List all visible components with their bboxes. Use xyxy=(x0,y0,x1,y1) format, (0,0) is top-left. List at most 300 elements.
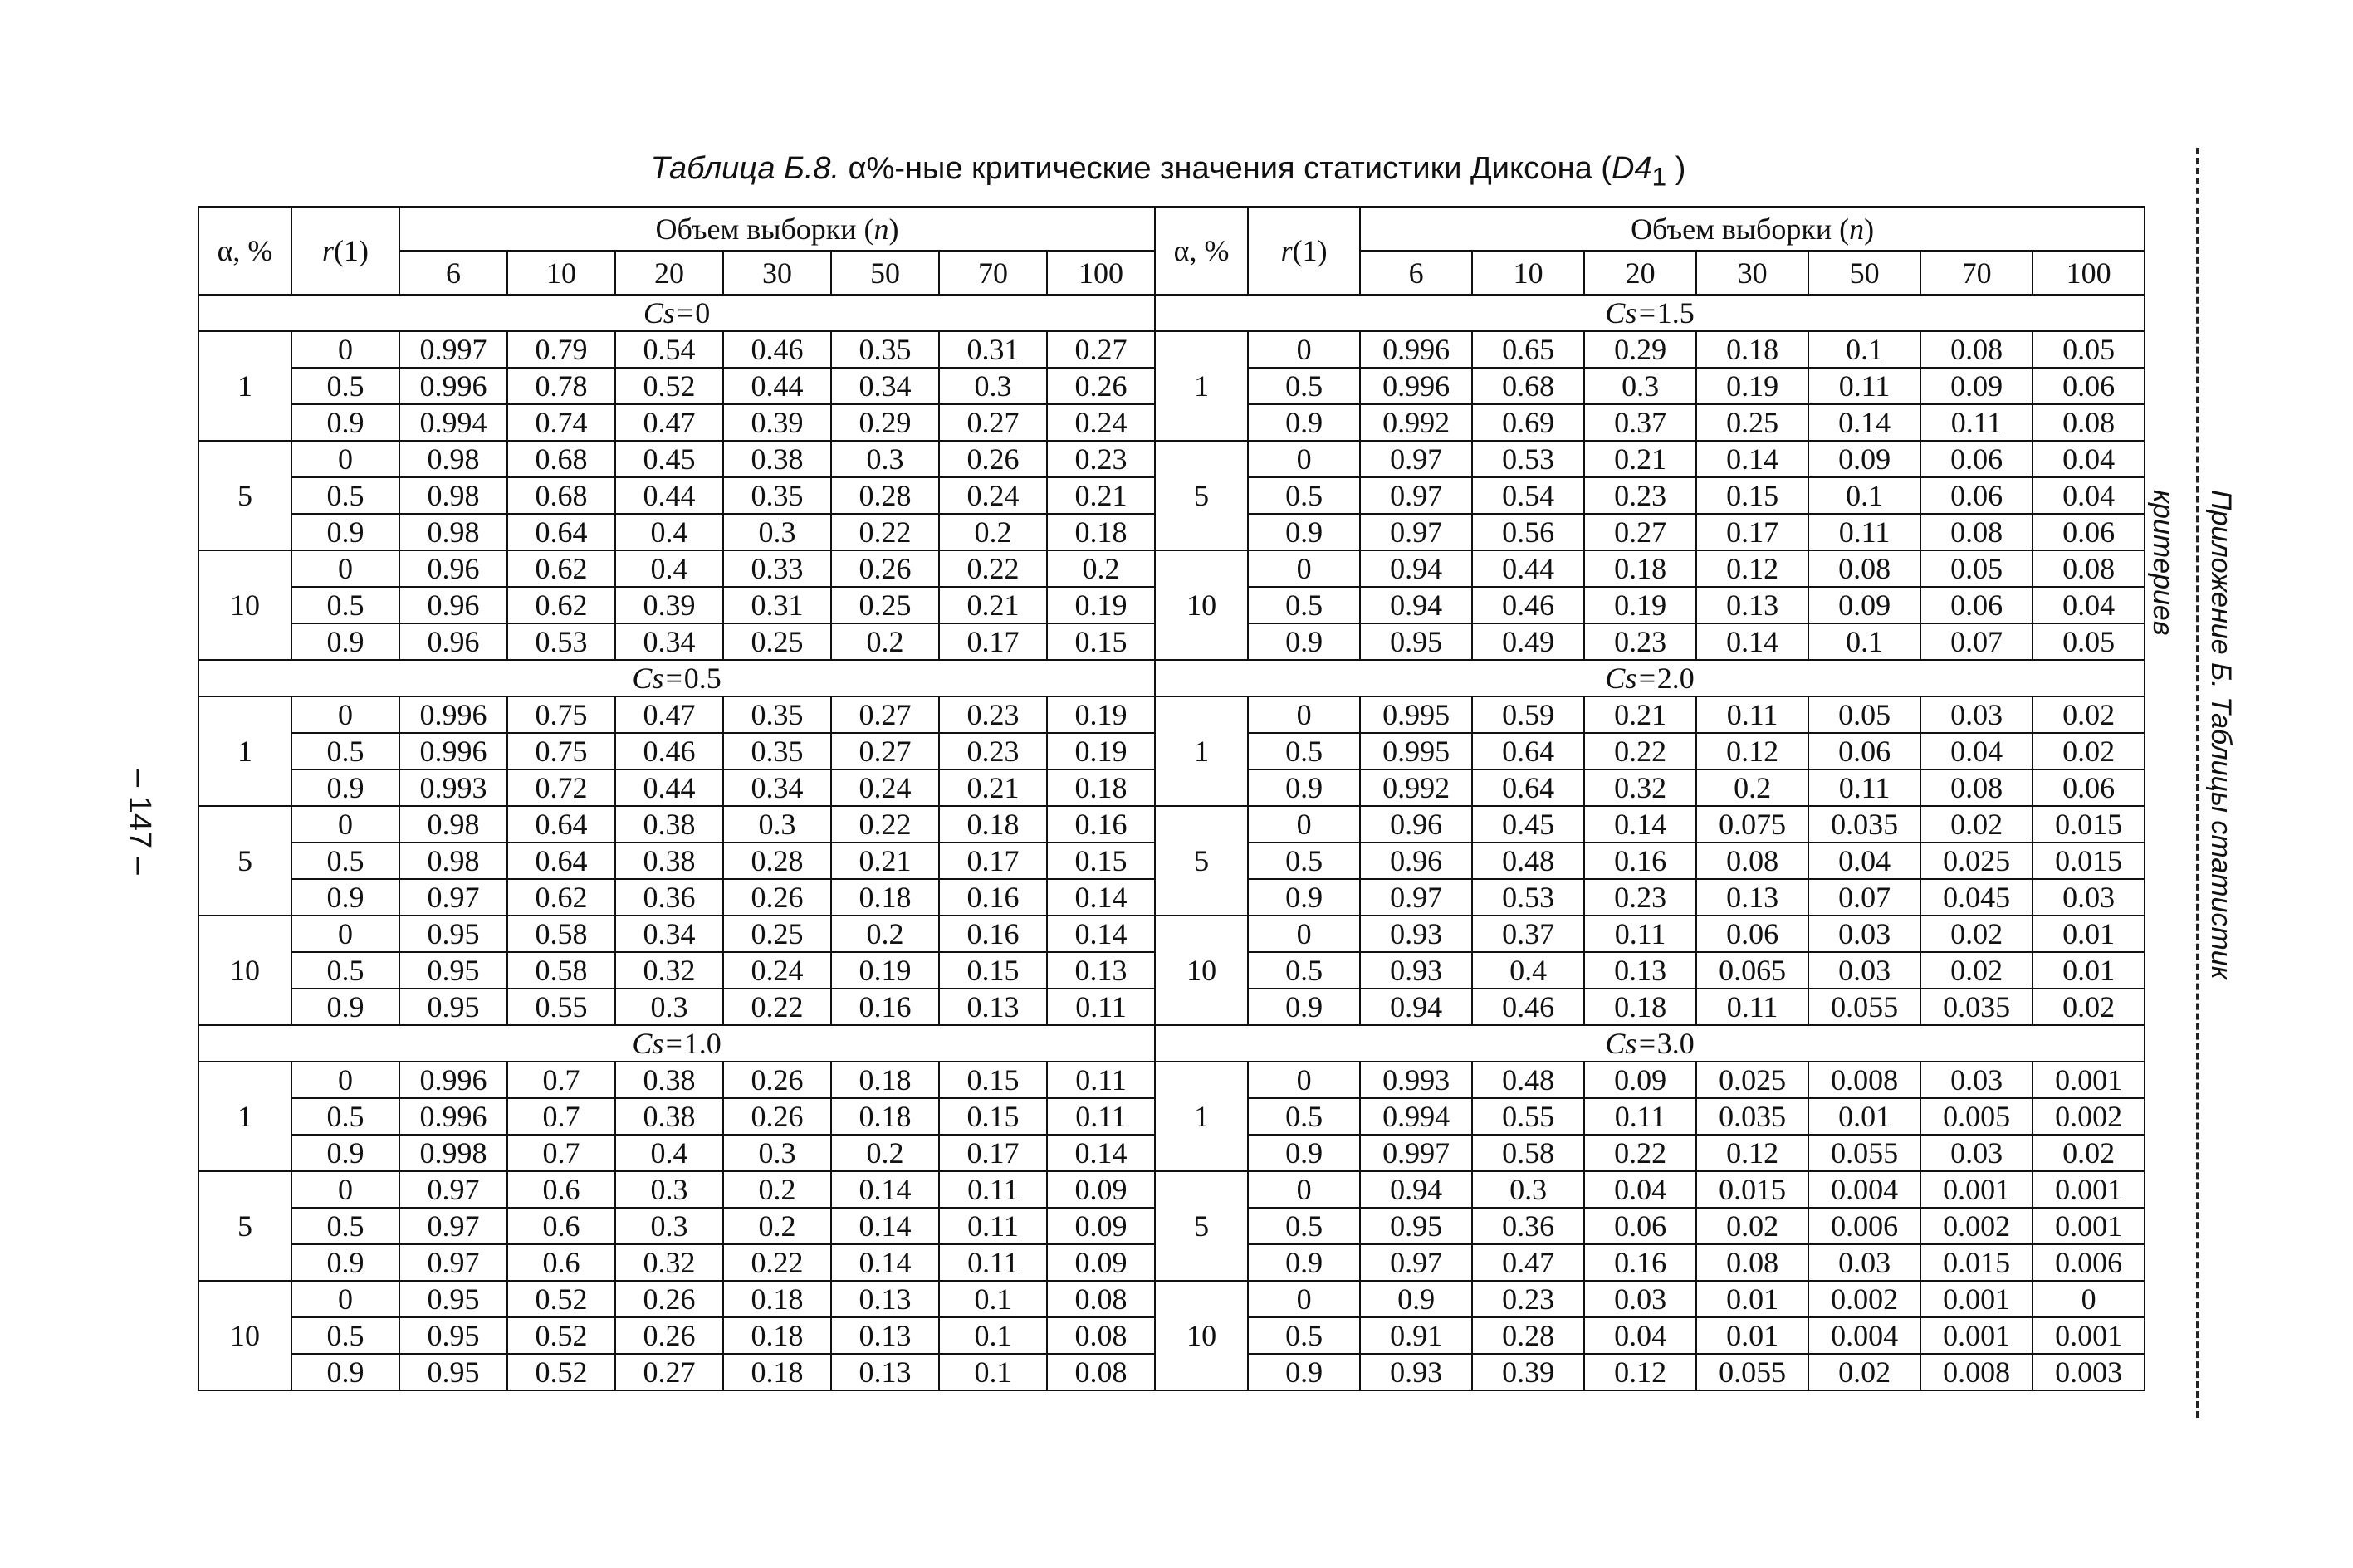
alpha-cell: 10 xyxy=(1155,916,1248,1025)
critical-value-cell: 0.06 xyxy=(2033,368,2145,404)
r-value-cell: 0.9 xyxy=(1248,1244,1360,1281)
r-value-cell: 0.9 xyxy=(1248,989,1360,1025)
critical-value-cell: 0.3 xyxy=(1584,368,1696,404)
critical-value-cell: 0.28 xyxy=(831,477,939,514)
cs-symbol: Cs xyxy=(643,296,675,330)
critical-value-cell: 0.29 xyxy=(831,404,939,441)
critical-value-cell: 0.996 xyxy=(399,733,507,769)
critical-value-cell: 0.26 xyxy=(723,1098,831,1135)
critical-value-cell: 0.93 xyxy=(1360,1354,1472,1390)
critical-value-cell: 0.06 xyxy=(1696,916,1808,952)
critical-value-cell: 0.008 xyxy=(1920,1354,2033,1390)
critical-value-cell: 0.38 xyxy=(615,806,723,843)
critical-value-cell: 0.54 xyxy=(615,331,723,368)
sample-size-text: Объем выборки ( xyxy=(655,212,874,246)
critical-value-cell: 0.98 xyxy=(399,806,507,843)
critical-value-cell: 0.17 xyxy=(939,623,1047,660)
critical-value-cell: 0.38 xyxy=(615,843,723,879)
critical-value-cell: 0.11 xyxy=(1047,989,1155,1025)
alpha-cell: 5 xyxy=(1155,806,1248,916)
table-row xyxy=(198,1171,2145,1208)
alpha-cell: 1 xyxy=(198,1062,291,1171)
critical-value-cell: 0.47 xyxy=(615,696,723,733)
critical-value-cell: 0.001 xyxy=(2033,1208,2145,1244)
critical-value-cell: 0.38 xyxy=(723,441,831,477)
r-value-cell: 0.9 xyxy=(1248,1135,1360,1171)
cs-equals: = xyxy=(1636,1027,1657,1060)
critical-value-cell: 0.045 xyxy=(1920,879,2033,916)
critical-value-cell: 0.15 xyxy=(939,1098,1047,1135)
r-value-cell: 0.9 xyxy=(291,1354,399,1390)
critical-value-cell: 0.37 xyxy=(1584,404,1696,441)
critical-value-cell: 0.11 xyxy=(939,1208,1047,1244)
critical-value-cell: 0.3 xyxy=(615,1208,723,1244)
critical-value-cell: 0.12 xyxy=(1696,1135,1808,1171)
cs-value: 0.5 xyxy=(683,662,722,695)
r-value-cell: 0 xyxy=(291,441,399,477)
critical-value-cell: 0.1 xyxy=(939,1317,1047,1354)
table-body xyxy=(198,295,2145,1390)
r-value-cell: 0 xyxy=(291,550,399,587)
critical-value-cell: 0.14 xyxy=(1696,623,1808,660)
critical-value-cell: 0.98 xyxy=(399,843,507,879)
critical-value-cell: 0.68 xyxy=(507,477,615,514)
r-value-cell: 0.5 xyxy=(291,1098,399,1135)
critical-value-cell: 0.16 xyxy=(939,916,1047,952)
critical-value-cell: 0.74 xyxy=(507,404,615,441)
cs-section-label xyxy=(1155,1025,2145,1062)
critical-value-cell: 0.53 xyxy=(1472,441,1584,477)
n-value-header: 50 xyxy=(1808,251,1920,295)
critical-value-cell: 0.95 xyxy=(399,1354,507,1390)
critical-value-cell: 0.44 xyxy=(1472,550,1584,587)
table-row xyxy=(198,550,2145,587)
critical-value-cell: 0.18 xyxy=(831,1062,939,1098)
critical-value-cell: 0.1 xyxy=(1808,623,1920,660)
caption-subscript: 1 xyxy=(1651,161,1667,192)
critical-value-cell: 0.33 xyxy=(723,550,831,587)
critical-value-cell: 0.21 xyxy=(939,769,1047,806)
alpha-cell: 5 xyxy=(1155,441,1248,550)
r-value-cell: 0.9 xyxy=(291,404,399,441)
critical-value-cell: 0.06 xyxy=(1920,477,2033,514)
alpha-header: α, % xyxy=(1155,207,1248,295)
sample-size-header xyxy=(1360,207,2145,251)
critical-value-cell: 0.015 xyxy=(1696,1171,1808,1208)
critical-value-cell: 0.08 xyxy=(1047,1354,1155,1390)
critical-value-cell: 0.96 xyxy=(1360,806,1472,843)
critical-value-cell: 0.32 xyxy=(615,1244,723,1281)
r-value-cell: 0.5 xyxy=(1248,952,1360,989)
critical-value-cell: 0.79 xyxy=(507,331,615,368)
cs-equals: = xyxy=(1636,296,1657,330)
critical-value-cell: 0.09 xyxy=(1584,1062,1696,1098)
critical-value-cell: 0.52 xyxy=(507,1354,615,1390)
critical-value-cell: 0.055 xyxy=(1808,989,1920,1025)
critical-value-cell: 0.62 xyxy=(507,550,615,587)
critical-value-cell: 0.015 xyxy=(1920,1244,2033,1281)
r-value-cell: 0.9 xyxy=(291,879,399,916)
critical-value-cell: 0.22 xyxy=(723,1244,831,1281)
critical-value-cell: 0.997 xyxy=(399,331,507,368)
critical-value-cell: 0.53 xyxy=(507,623,615,660)
critical-value-cell: 0.17 xyxy=(939,843,1047,879)
critical-value-cell: 0.22 xyxy=(1584,1135,1696,1171)
critical-value-cell: 0.08 xyxy=(1047,1317,1155,1354)
critical-value-cell: 0.27 xyxy=(1047,331,1155,368)
cs-symbol: Cs xyxy=(1605,296,1637,330)
r-value-cell: 0 xyxy=(1248,331,1360,368)
critical-value-cell: 0.21 xyxy=(1047,477,1155,514)
critical-value-cell: 0.16 xyxy=(1047,806,1155,843)
critical-value-cell: 0.12 xyxy=(1584,1354,1696,1390)
critical-value-cell: 0.11 xyxy=(939,1244,1047,1281)
table-row xyxy=(198,441,2145,477)
critical-value-cell: 0.56 xyxy=(1472,514,1584,550)
critical-value-cell: 0.34 xyxy=(723,769,831,806)
critical-value-cell: 0.04 xyxy=(1584,1171,1696,1208)
critical-value-cell: 0.25 xyxy=(1696,404,1808,441)
critical-value-cell: 0.26 xyxy=(723,879,831,916)
n-value-header: 100 xyxy=(2033,251,2145,295)
sample-size-n: n xyxy=(1849,212,1865,246)
sample-size-close: ) xyxy=(888,212,899,246)
critical-value-cell: 0.97 xyxy=(399,879,507,916)
critical-value-cell: 0.03 xyxy=(1584,1281,1696,1317)
critical-value-cell: 0.2 xyxy=(831,1135,939,1171)
r-value-cell: 0.9 xyxy=(291,769,399,806)
critical-value-cell: 0.11 xyxy=(1920,404,2033,441)
critical-value-cell: 0.45 xyxy=(1472,806,1584,843)
critical-value-cell: 0.32 xyxy=(1584,769,1696,806)
critical-value-cell: 0.003 xyxy=(2033,1354,2145,1390)
critical-value-cell: 0.3 xyxy=(615,1171,723,1208)
critical-value-cell: 0.98 xyxy=(399,477,507,514)
critical-value-cell: 0.03 xyxy=(1920,696,2033,733)
critical-value-cell: 0.04 xyxy=(2033,441,2145,477)
critical-value-cell: 0.39 xyxy=(723,404,831,441)
critical-value-cell: 0.7 xyxy=(507,1098,615,1135)
critical-value-cell: 0.001 xyxy=(1920,1171,2033,1208)
critical-value-cell: 0.47 xyxy=(615,404,723,441)
critical-value-cell: 0.996 xyxy=(399,696,507,733)
r-value-cell: 0.5 xyxy=(291,952,399,989)
critical-value-cell: 0.05 xyxy=(2033,331,2145,368)
critical-value-cell: 0.62 xyxy=(507,879,615,916)
r-value-cell: 0.5 xyxy=(291,843,399,879)
critical-value-cell: 0.994 xyxy=(1360,1098,1472,1135)
critical-value-cell: 0.21 xyxy=(831,843,939,879)
critical-value-cell: 0.18 xyxy=(723,1317,831,1354)
r-value-cell: 0.9 xyxy=(291,989,399,1025)
cs-value: 2.0 xyxy=(1656,662,1695,695)
critical-value-cell: 0.09 xyxy=(1047,1244,1155,1281)
cs-symbol: Cs xyxy=(1605,662,1637,695)
critical-value-cell: 0.97 xyxy=(1360,441,1472,477)
r-value-cell: 0 xyxy=(1248,1171,1360,1208)
critical-value-cell: 0.08 xyxy=(1808,550,1920,587)
critical-value-cell: 0.993 xyxy=(399,769,507,806)
critical-value-cell: 0.94 xyxy=(1360,550,1472,587)
n-value-header: 10 xyxy=(507,251,615,295)
critical-value-cell: 0.19 xyxy=(1584,587,1696,623)
alpha-cell: 10 xyxy=(198,550,291,660)
critical-value-cell: 0.16 xyxy=(1584,843,1696,879)
critical-value-cell: 0.04 xyxy=(1808,843,1920,879)
critical-value-cell: 0.58 xyxy=(1472,1135,1584,1171)
critical-value-cell: 0.11 xyxy=(1047,1062,1155,1098)
critical-value-cell: 0.23 xyxy=(1472,1281,1584,1317)
critical-value-cell: 0.06 xyxy=(1920,587,2033,623)
critical-value-cell: 0.03 xyxy=(1920,1135,2033,1171)
critical-value-cell: 0.995 xyxy=(1360,733,1472,769)
cs-section-row xyxy=(198,660,2145,696)
critical-value-cell: 0.45 xyxy=(615,441,723,477)
r-value-cell: 0 xyxy=(291,1062,399,1098)
critical-value-cell: 0.35 xyxy=(723,477,831,514)
critical-value-cell: 0.06 xyxy=(1808,733,1920,769)
critical-value-cell: 0.49 xyxy=(1472,623,1584,660)
critical-value-cell: 0.14 xyxy=(1696,441,1808,477)
critical-value-cell: 0.98 xyxy=(399,514,507,550)
r-header-letter: r xyxy=(322,234,335,267)
critical-value-cell: 0.11 xyxy=(939,1171,1047,1208)
r-header-letter: r xyxy=(1280,234,1293,267)
r-value-cell: 0.5 xyxy=(1248,1208,1360,1244)
caption-prefix: Таблица Б.8. xyxy=(650,151,840,186)
page-number: – 147 – xyxy=(122,769,157,875)
table-row xyxy=(198,806,2145,843)
critical-value-cell: 0.996 xyxy=(399,1098,507,1135)
critical-value-cell: 0.006 xyxy=(1808,1208,1920,1244)
table-header xyxy=(198,207,2145,295)
critical-value-cell: 0.21 xyxy=(1584,696,1696,733)
r-value-cell: 0.9 xyxy=(291,514,399,550)
critical-value-cell: 0.08 xyxy=(1047,1281,1155,1317)
critical-value-cell: 0.03 xyxy=(1808,916,1920,952)
critical-value-cell: 0.2 xyxy=(831,916,939,952)
critical-value-cell: 0.015 xyxy=(2033,843,2145,879)
critical-value-cell: 0.28 xyxy=(1472,1317,1584,1354)
critical-value-cell: 0.02 xyxy=(1696,1208,1808,1244)
critical-value-cell: 0.18 xyxy=(1696,331,1808,368)
cs-equals: = xyxy=(663,1027,684,1060)
critical-value-cell: 0.01 xyxy=(2033,916,2145,952)
critical-value-cell: 0.95 xyxy=(399,952,507,989)
r-value-cell: 0.9 xyxy=(1248,769,1360,806)
critical-value-cell: 0.04 xyxy=(1920,733,2033,769)
r-value-cell: 0.9 xyxy=(291,1135,399,1171)
r-value-cell: 0.9 xyxy=(1248,623,1360,660)
critical-value-cell: 0.18 xyxy=(1584,989,1696,1025)
cs-section-label xyxy=(198,295,1155,331)
critical-value-cell: 0.26 xyxy=(939,441,1047,477)
critical-value-cell: 0.18 xyxy=(1584,550,1696,587)
critical-value-cell: 0.001 xyxy=(1920,1281,2033,1317)
critical-value-cell: 0.15 xyxy=(1047,843,1155,879)
caption-symbol: D4 xyxy=(1611,151,1652,186)
sample-size-header xyxy=(399,207,1155,251)
critical-value-cell: 0.05 xyxy=(2033,623,2145,660)
critical-value-cell: 0.06 xyxy=(2033,769,2145,806)
critical-value-cell: 0.31 xyxy=(723,587,831,623)
n-value-header: 20 xyxy=(1584,251,1696,295)
r-header-index: (1) xyxy=(334,234,369,267)
critical-value-cell: 0.09 xyxy=(1808,587,1920,623)
critical-value-cell: 0.97 xyxy=(1360,1244,1472,1281)
alpha-cell: 10 xyxy=(198,1281,291,1390)
r-value-cell: 0 xyxy=(1248,1281,1360,1317)
critical-value-cell: 0.34 xyxy=(831,368,939,404)
critical-value-cell: 0.25 xyxy=(831,587,939,623)
r-value-cell: 0.5 xyxy=(1248,477,1360,514)
critical-value-cell: 0.2 xyxy=(1047,550,1155,587)
sample-size-close: ) xyxy=(1864,212,1875,246)
critical-value-cell: 0.02 xyxy=(2033,696,2145,733)
critical-value-cell: 0.004 xyxy=(1808,1317,1920,1354)
critical-value-cell: 0.008 xyxy=(1808,1062,1920,1098)
critical-value-cell: 0.995 xyxy=(1360,696,1472,733)
alpha-cell: 1 xyxy=(1155,331,1248,441)
critical-value-cell: 0.24 xyxy=(723,952,831,989)
critical-value-cell: 0 xyxy=(2033,1281,2145,1317)
critical-value-cell: 0.55 xyxy=(1472,1098,1584,1135)
r-value-cell: 0 xyxy=(1248,806,1360,843)
critical-value-cell: 0.19 xyxy=(1047,733,1155,769)
critical-value-cell: 0.46 xyxy=(723,331,831,368)
critical-value-cell: 0.01 xyxy=(1696,1281,1808,1317)
critical-value-cell: 0.91 xyxy=(1360,1317,1472,1354)
critical-value-cell: 0.46 xyxy=(1472,989,1584,1025)
critical-value-cell: 0.26 xyxy=(615,1317,723,1354)
critical-value-cell: 0.46 xyxy=(1472,587,1584,623)
r-header xyxy=(291,207,399,295)
critical-value-cell: 0.07 xyxy=(1920,623,2033,660)
n-value-header: 20 xyxy=(615,251,723,295)
critical-value-cell: 0.09 xyxy=(1920,368,2033,404)
critical-value-cell: 0.36 xyxy=(615,879,723,916)
critical-value-cell: 0.14 xyxy=(831,1171,939,1208)
critical-value-cell: 0.95 xyxy=(399,916,507,952)
alpha-cell: 1 xyxy=(1155,1062,1248,1171)
critical-value-cell: 0.18 xyxy=(831,879,939,916)
critical-value-cell: 0.2 xyxy=(1696,769,1808,806)
critical-value-cell: 0.3 xyxy=(723,806,831,843)
critical-value-cell: 0.64 xyxy=(1472,733,1584,769)
critical-value-cell: 0.25 xyxy=(723,916,831,952)
critical-value-cell: 0.34 xyxy=(615,623,723,660)
critical-value-cell: 0.04 xyxy=(1584,1317,1696,1354)
critical-value-cell: 0.035 xyxy=(1808,806,1920,843)
n-value-header: 30 xyxy=(1696,251,1808,295)
critical-value-cell: 0.01 xyxy=(1808,1098,1920,1135)
critical-value-cell: 0.992 xyxy=(1360,769,1472,806)
r-value-cell: 0 xyxy=(291,331,399,368)
cs-equals: = xyxy=(1636,662,1657,695)
critical-value-cell: 0.23 xyxy=(1047,441,1155,477)
critical-value-cell: 0.37 xyxy=(1472,916,1584,952)
r-value-cell: 0 xyxy=(1248,1062,1360,1098)
critical-value-cell: 0.7 xyxy=(507,1135,615,1171)
critical-value-cell: 0.02 xyxy=(1920,806,2033,843)
cs-value: 1.0 xyxy=(683,1027,722,1060)
critical-value-cell: 0.11 xyxy=(1808,769,1920,806)
critical-value-cell: 0.64 xyxy=(507,514,615,550)
critical-value-cell: 0.055 xyxy=(1808,1135,1920,1171)
critical-value-cell: 0.09 xyxy=(1047,1171,1155,1208)
r-header xyxy=(1248,207,1360,295)
critical-value-cell: 0.3 xyxy=(723,514,831,550)
critical-value-cell: 0.9 xyxy=(1360,1281,1472,1317)
critical-value-cell: 0.14 xyxy=(831,1208,939,1244)
critical-value-cell: 0.996 xyxy=(399,368,507,404)
critical-value-cell: 0.4 xyxy=(615,514,723,550)
critical-value-cell: 0.992 xyxy=(1360,404,1472,441)
r-value-cell: 0 xyxy=(1248,550,1360,587)
critical-value-cell: 0.68 xyxy=(507,441,615,477)
critical-value-cell: 0.12 xyxy=(1696,550,1808,587)
r-value-cell: 0.5 xyxy=(291,1208,399,1244)
critical-value-cell: 0.002 xyxy=(1808,1281,1920,1317)
critical-value-cell: 0.1 xyxy=(939,1354,1047,1390)
critical-value-cell: 0.4 xyxy=(1472,952,1584,989)
critical-value-cell: 0.993 xyxy=(1360,1062,1472,1098)
critical-value-cell: 0.44 xyxy=(615,769,723,806)
caption-suffix: ) xyxy=(1666,151,1686,186)
r-value-cell: 0.9 xyxy=(291,1244,399,1281)
critical-value-cell: 0.07 xyxy=(1808,879,1920,916)
critical-value-cell: 0.11 xyxy=(1584,916,1696,952)
critical-value-cell: 0.08 xyxy=(1920,331,2033,368)
alpha-cell: 5 xyxy=(198,1171,291,1281)
critical-value-cell: 0.7 xyxy=(507,1062,615,1098)
critical-value-cell: 0.18 xyxy=(723,1354,831,1390)
r-value-cell: 0.9 xyxy=(1248,1354,1360,1390)
alpha-cell: 1 xyxy=(1155,696,1248,806)
critical-value-cell: 0.96 xyxy=(399,587,507,623)
critical-value-cell: 0.35 xyxy=(831,331,939,368)
critical-value-cell: 0.16 xyxy=(1584,1244,1696,1281)
critical-value-cell: 0.01 xyxy=(2033,952,2145,989)
critical-value-cell: 0.996 xyxy=(1360,368,1472,404)
critical-value-cell: 0.97 xyxy=(1360,879,1472,916)
critical-value-cell: 0.47 xyxy=(1472,1244,1584,1281)
critical-value-cell: 0.19 xyxy=(1696,368,1808,404)
critical-value-cell: 0.14 xyxy=(831,1244,939,1281)
critical-value-cell: 0.53 xyxy=(1472,879,1584,916)
critical-value-cell: 0.95 xyxy=(399,989,507,1025)
r-value-cell: 0.9 xyxy=(1248,514,1360,550)
critical-value-cell: 0.2 xyxy=(723,1171,831,1208)
sidebar-running-title: Приложение Б. Таблицы статистик критериев xyxy=(2147,490,2237,979)
critical-value-cell: 0.46 xyxy=(615,733,723,769)
critical-value-cell: 0.08 xyxy=(1920,769,2033,806)
critical-value-cell: 0.27 xyxy=(831,733,939,769)
critical-value-cell: 0.93 xyxy=(1360,916,1472,952)
critical-value-cell: 0.18 xyxy=(939,806,1047,843)
critical-value-cell: 0.14 xyxy=(1808,404,1920,441)
critical-value-cell: 0.13 xyxy=(1047,952,1155,989)
n-value-header: 6 xyxy=(399,251,507,295)
critical-value-cell: 0.22 xyxy=(831,514,939,550)
critical-value-cell: 0.95 xyxy=(1360,1208,1472,1244)
r-value-cell: 0.5 xyxy=(291,733,399,769)
critical-value-cell: 0.95 xyxy=(1360,623,1472,660)
critical-value-cell: 0.52 xyxy=(507,1281,615,1317)
critical-value-cell: 0.005 xyxy=(1920,1098,2033,1135)
critical-value-cell: 0.075 xyxy=(1696,806,1808,843)
critical-value-cell: 0.08 xyxy=(2033,550,2145,587)
